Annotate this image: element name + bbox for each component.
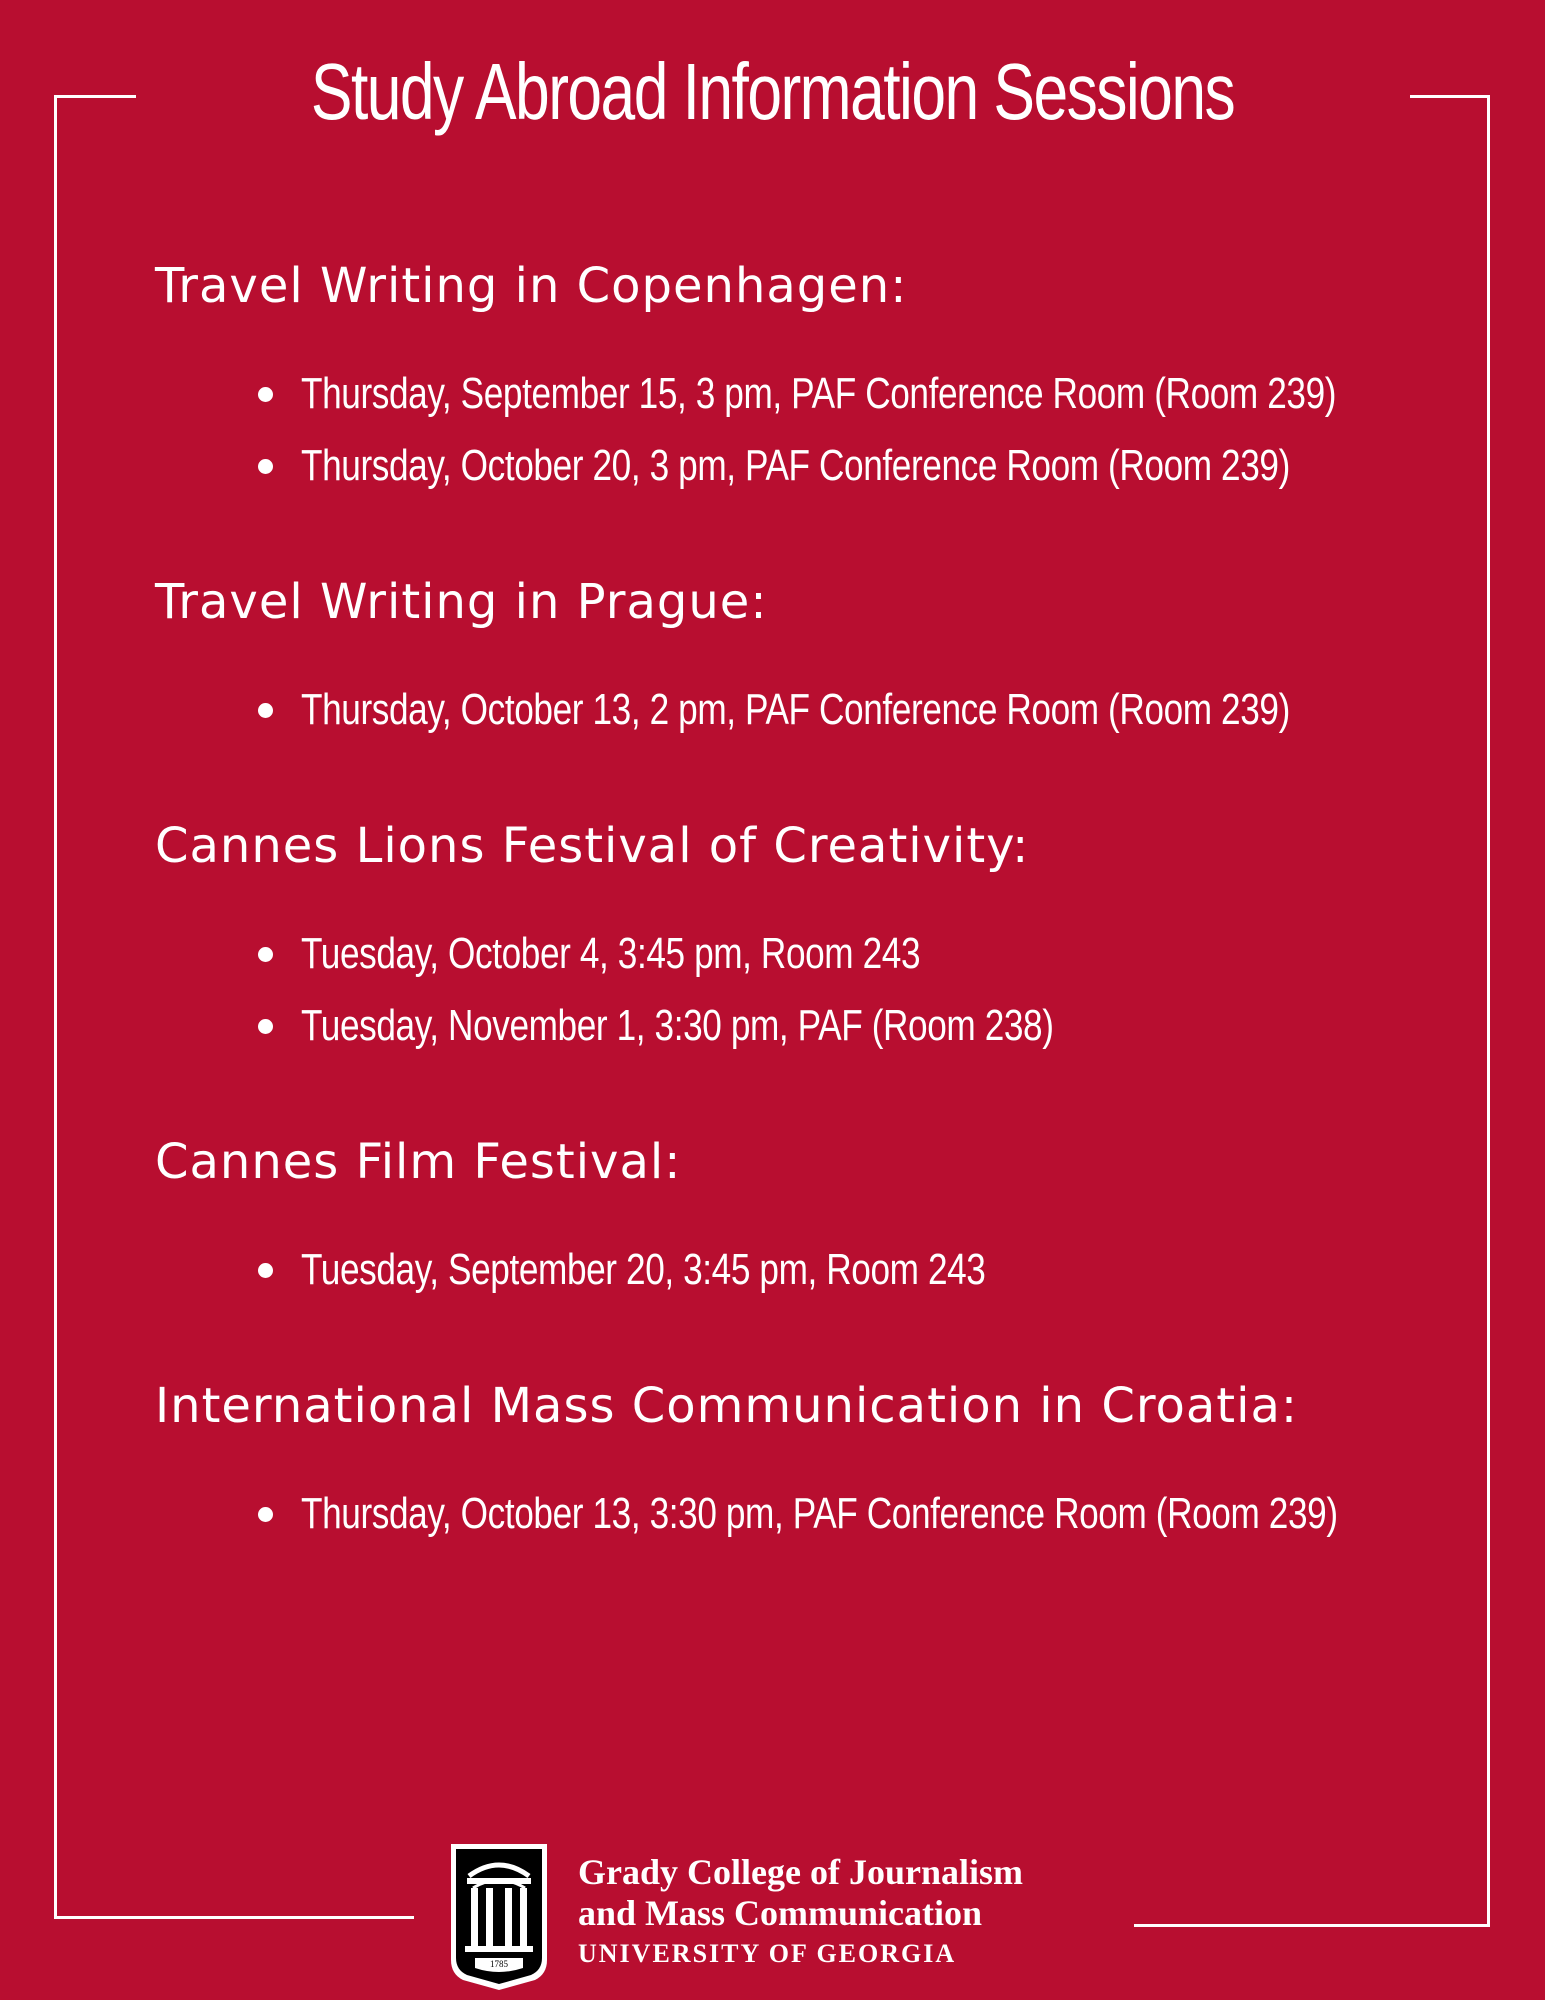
session-list: [155, 358, 1455, 502]
frame-left-line: [54, 95, 57, 1919]
session-text: Thursday, October 13, 2 pm, PAF Conference Room (Room 239): [301, 685, 1290, 734]
session-text: Thursday, October 13, 3:30 pm, PAF Conference Room (Room 239): [301, 1489, 1338, 1538]
program-croatia: [155, 1368, 1455, 1550]
bullet-icon: [258, 1263, 273, 1278]
session-item: [155, 990, 1455, 1062]
session-item: [155, 430, 1455, 502]
bullet-icon: [258, 947, 273, 962]
footer-line-1: Grady College of Journalism: [578, 1852, 1023, 1892]
frame-top-right-line: [1410, 95, 1490, 98]
program-prague: [155, 564, 1455, 746]
program-title: Travel Writing in Prague:: [155, 574, 768, 630]
logo-year: 1785: [490, 1959, 508, 1969]
session-text: Thursday, October 20, 3 pm, PAF Conference Room (Room 239): [301, 441, 1290, 490]
session-text: Tuesday, October 4, 3:45 pm, Room 243: [301, 929, 921, 978]
program-cannes-lions: [155, 808, 1455, 1062]
session-item: [155, 358, 1455, 430]
bullet-icon: [258, 703, 273, 718]
frame-bottom-right-line: [1134, 1924, 1490, 1927]
footer-line-2: and Mass Communication: [578, 1893, 983, 1933]
programs-list: [155, 248, 1455, 1612]
session-item: [155, 918, 1455, 990]
session-text: Tuesday, November 1, 3:30 pm, PAF (Room 238): [301, 1001, 1054, 1050]
session-text: Thursday, September 15, 3 pm, PAF Conference Room (Room 239): [301, 369, 1337, 418]
program-title: Cannes Film Festival:: [155, 1134, 682, 1190]
bullet-icon: [258, 459, 273, 474]
footer-logo-text: [578, 1852, 1023, 1974]
program-title: Cannes Lions Festival of Creativity:: [155, 818, 1030, 874]
footer-line-3: UNIVERSITY OF GEORGIA: [578, 1939, 957, 1968]
session-list: [155, 674, 1455, 746]
program-cannes-film: [155, 1124, 1455, 1306]
program-title: Travel Writing in Copenhagen:: [155, 258, 908, 314]
bullet-icon: [258, 387, 273, 402]
session-list: [155, 1478, 1455, 1550]
uga-arch-shield-icon: [449, 1842, 549, 1992]
session-text: Tuesday, September 20, 3:45 pm, Room 243: [301, 1245, 986, 1294]
session-item: [155, 1234, 1455, 1306]
frame-top-left-line: [54, 95, 136, 98]
session-item: [155, 674, 1455, 746]
session-list: [155, 1234, 1455, 1306]
program-copenhagen: [155, 248, 1455, 502]
frame-bottom-left-line: [54, 1916, 414, 1919]
bullet-icon: [258, 1507, 273, 1522]
program-title: International Mass Communication in Croatia:: [155, 1378, 1299, 1434]
page-title: Study Abroad Information Sessions: [310, 47, 1235, 136]
session-list: [155, 918, 1455, 1062]
session-item: [155, 1478, 1455, 1550]
bullet-icon: [258, 1019, 273, 1034]
